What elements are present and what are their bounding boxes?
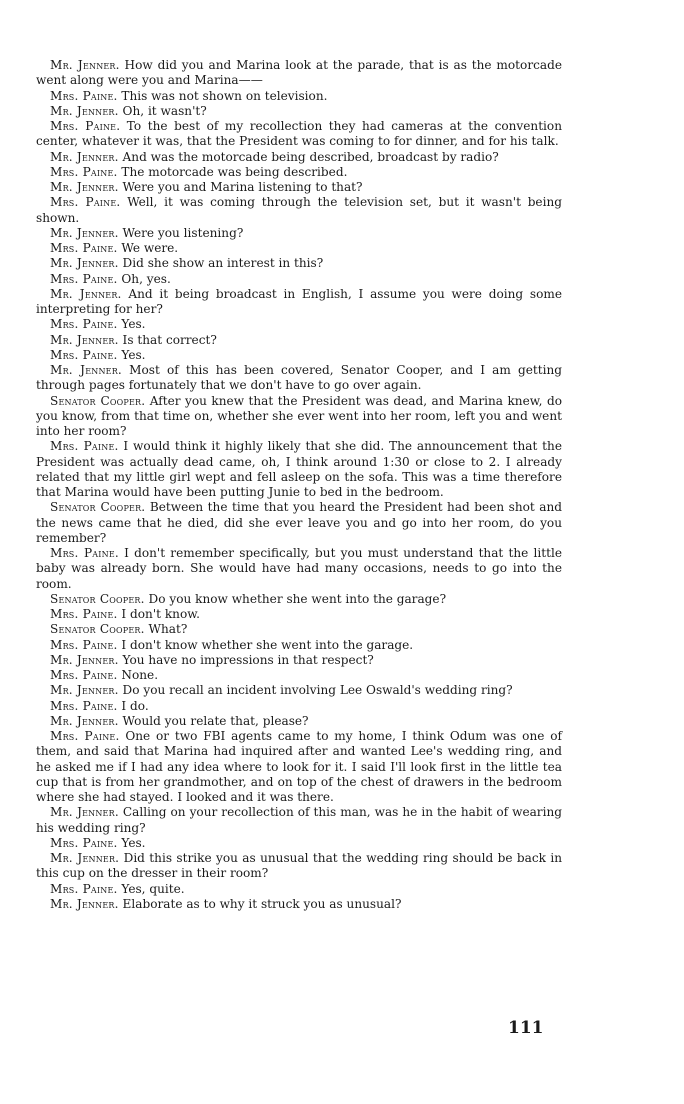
- speaker-name: Mrs. Paine.: [50, 241, 118, 255]
- transcript-paragraph: [36, 150, 562, 165]
- speaker-name: Mrs. Paine.: [50, 119, 121, 133]
- speech-text: Do you recall an incident involving Lee Oswald's wedding ring?: [118, 683, 513, 698]
- transcript-paragraph: [36, 607, 562, 622]
- speech-text: I don't know whether she went into the garage.: [117, 637, 414, 652]
- speaker-name: Mrs. Paine.: [50, 698, 118, 713]
- speaker-name: Senator Cooper.: [50, 500, 146, 515]
- speech-text: Between the time that you heard the President had been shot and the news came that he died, did she ever leave you and go into her room, do you remember?: [36, 500, 562, 545]
- transcript-paragraph: [36, 851, 562, 882]
- speaker-name: Mr. Jenner.: [50, 896, 119, 911]
- speech-text: Did this strike you as unusual that the wedding ring should be back in this cup on the dresser in their room?: [36, 851, 562, 881]
- speaker-name: Mrs. Paine.: [50, 439, 119, 454]
- speaker-name: Mrs. Paine.: [50, 668, 118, 682]
- transcript-paragraph: [36, 241, 562, 256]
- speaker-name: Mr. Jenner.: [50, 225, 119, 240]
- speaker-name: Mr. Jenner.: [50, 805, 119, 820]
- transcript-page: [36, 58, 562, 912]
- transcript-paragraph: [36, 89, 562, 104]
- speaker-name: Senator Cooper.: [50, 622, 145, 637]
- speaker-name: Mrs. Paine.: [50, 164, 118, 179]
- transcript-paragraph: [36, 882, 562, 897]
- speaker-name: Mr. Jenner.: [50, 683, 119, 698]
- speaker-name: Mr. Jenner.: [50, 149, 119, 164]
- speech-text: The motorcade was being described.: [117, 164, 348, 179]
- transcript-paragraph: [36, 256, 562, 271]
- speaker-name: Mr. Jenner.: [50, 652, 119, 667]
- transcript-paragraph: [36, 546, 562, 592]
- transcript-paragraph: [36, 805, 562, 836]
- transcript-paragraph: [36, 653, 562, 668]
- speech-text: This was not shown on television.: [117, 88, 328, 103]
- transcript-paragraph: [36, 180, 562, 195]
- speaker-name: Senator Cooper.: [50, 591, 145, 606]
- speech-text: Yes.: [117, 317, 146, 332]
- speech-text: Would you relate that, please?: [118, 713, 309, 728]
- transcript-paragraph: [36, 683, 562, 698]
- speech-text: What?: [144, 622, 188, 637]
- speech-text: To the best of my recollection they had cameras at the convention center, whatever it was, that the President was coming to for dinner, and for his talk.: [36, 119, 562, 149]
- transcript-paragraph: [36, 119, 562, 150]
- speech-text: I don't know.: [117, 607, 201, 621]
- speech-text: I don't remember specifically, but you must understand that the little baby was already born. She would have had many occasions, needs to go into the room.: [36, 546, 562, 591]
- transcript-paragraph: [36, 272, 562, 287]
- speaker-name: Mr. Jenner.: [50, 256, 119, 271]
- speaker-name: Mrs. Paine.: [50, 637, 118, 652]
- speech-text: Oh, yes.: [117, 271, 171, 286]
- speech-text: Most of this has been covered, Senator Cooper, and I am getting through pages fortunately that we don't have to go over again.: [36, 363, 562, 393]
- speech-text: Were you and Marina listening to that?: [118, 180, 363, 194]
- speaker-name: Mrs. Paine.: [50, 729, 120, 743]
- speech-text: Well, it was coming through the television set, but it wasn't being shown.: [36, 195, 562, 225]
- speaker-name: Mr. Jenner.: [50, 286, 122, 301]
- speech-text: Yes.: [117, 835, 146, 850]
- speaker-name: Mrs. Paine.: [50, 607, 118, 621]
- speech-text: We were.: [117, 241, 179, 255]
- transcript-paragraph: [36, 622, 562, 637]
- speech-text: One or two FBI agents came to my home, I think Odum was one of them, and said that Marina had inquired after and wanted Lee's wedding ring, and he asked me if I had any idea where to look for it. I said I'll look first in the little tea cup that is from her grandmother, and on top of the chest of drawers in the bedroom where she had stayed. I looked and it was there.: [36, 729, 562, 804]
- speech-text: Is that correct?: [118, 332, 217, 347]
- speaker-name: Mr. Jenner.: [50, 103, 119, 118]
- transcript-paragraph: [36, 226, 562, 241]
- speech-text: After you knew that the President was dead, and Marina knew, do you know, from that time on, whether she ever went into her room, left you and went into her room?: [36, 393, 562, 438]
- transcript-paragraph: [36, 165, 562, 180]
- speaker-name: Mrs. Paine.: [50, 347, 118, 362]
- transcript-paragraph: [36, 668, 562, 683]
- transcript-paragraph: [36, 195, 562, 226]
- transcript-paragraph: [36, 333, 562, 348]
- speech-text: Oh, it wasn't?: [118, 103, 207, 118]
- transcript-paragraph: [36, 348, 562, 363]
- speaker-name: Mrs. Paine.: [50, 546, 119, 560]
- speech-text: Did she show an interest in this?: [118, 256, 324, 271]
- speaker-name: Mrs. Paine.: [50, 881, 118, 896]
- transcript-paragraph: [36, 104, 562, 119]
- speech-text: Yes.: [117, 347, 146, 362]
- transcript-paragraph: [36, 836, 562, 851]
- transcript-paragraph: [36, 500, 562, 546]
- speech-text: And it being broadcast in English, I assume you were doing some interpreting for her?: [36, 286, 562, 316]
- speech-text: And was the motorcade being described, broadcast by radio?: [118, 149, 499, 164]
- speaker-name: Mrs. Paine.: [50, 317, 118, 332]
- transcript-paragraph: [36, 439, 562, 500]
- transcript-paragraph: [36, 897, 562, 912]
- speech-text: Elaborate as to why it struck you as unusual?: [118, 896, 402, 911]
- speaker-name: Mr. Jenner.: [50, 58, 120, 72]
- speaker-name: Mrs. Paine.: [50, 271, 118, 286]
- speech-text: How did you and Marina look at the parade, that is as the motorcade went along were you and Marina——: [36, 58, 562, 88]
- speaker-name: Senator Cooper.: [50, 393, 146, 408]
- speaker-name: Mr. Jenner.: [50, 851, 120, 865]
- speech-text: None.: [117, 668, 159, 682]
- speaker-name: Mrs. Paine.: [50, 835, 118, 850]
- speaker-name: Mr. Jenner.: [50, 713, 119, 728]
- speech-text: Were you listening?: [118, 225, 244, 240]
- speech-text: Calling on your recollection of this man, was he in the habit of wearing his wedding ring?: [36, 805, 562, 835]
- speech-text: Do you know whether she went into the garage?: [144, 591, 447, 606]
- speaker-name: Mrs. Paine.: [50, 195, 121, 210]
- transcript-paragraph: [36, 699, 562, 714]
- page-number: 111: [508, 1018, 544, 1038]
- transcript-paragraph: [36, 58, 562, 89]
- speaker-name: Mr. Jenner.: [50, 332, 119, 347]
- transcript-paragraph: [36, 394, 562, 440]
- transcript-paragraph: [36, 287, 562, 318]
- transcript-paragraph: [36, 729, 562, 805]
- speech-text: I do.: [117, 698, 149, 713]
- speaker-name: Mrs. Paine.: [50, 88, 118, 103]
- speech-text: I would think it highly likely that she did. The announcement that the President was actually dead came, oh, I think around 1:30 or close to 2. I already related that my little girl wept and fell asleep on the sofa. This was a time therefore that Marina would have been putting Junie to bed in the bedroom.: [36, 439, 562, 499]
- speech-text: You have no impressions in that respect?: [118, 652, 374, 667]
- transcript-paragraph: [36, 363, 562, 394]
- transcript-paragraph: [36, 714, 562, 729]
- transcript-paragraph: [36, 317, 562, 332]
- speech-text: Yes, quite.: [117, 881, 185, 896]
- speaker-name: Mr. Jenner.: [50, 363, 122, 377]
- transcript-paragraph: [36, 638, 562, 653]
- speaker-name: Mr. Jenner.: [50, 180, 119, 194]
- transcript-paragraph: [36, 592, 562, 607]
